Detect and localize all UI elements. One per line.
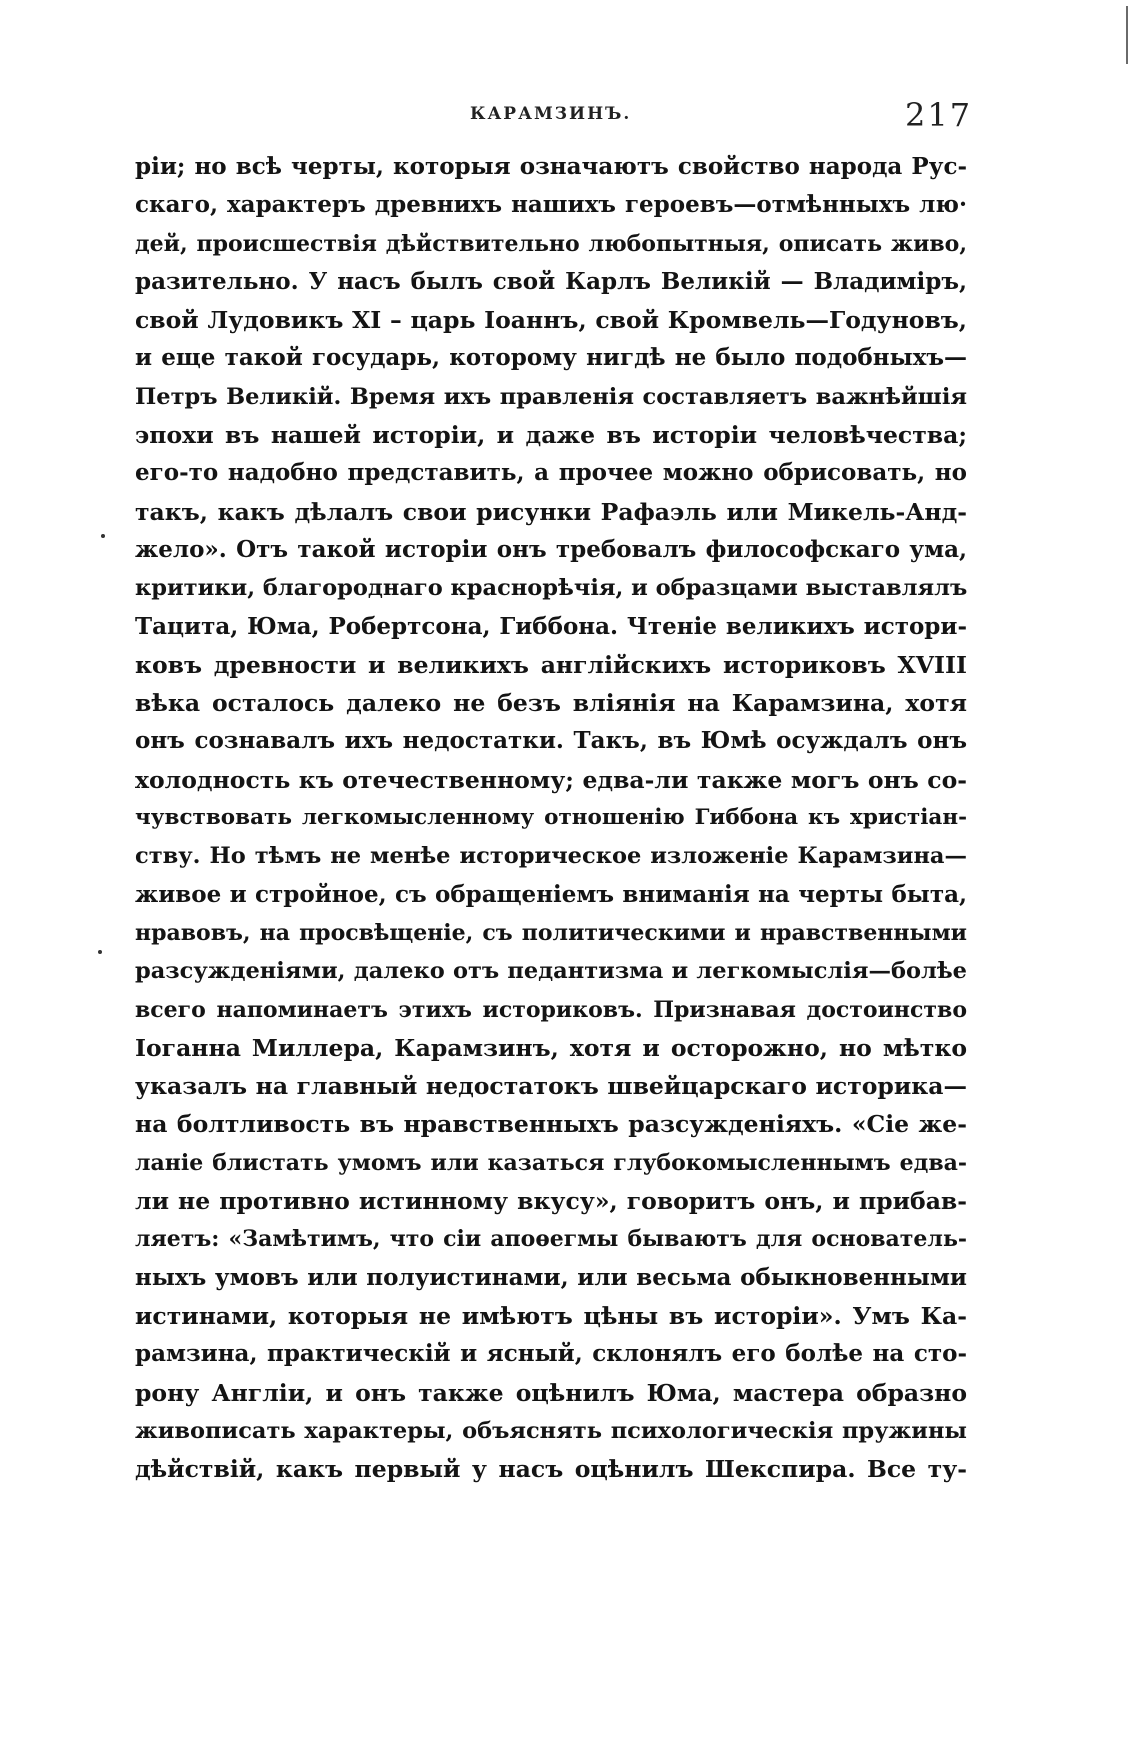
text-line: жело». Отъ такой исторіи онъ требовалъ философскаго ума, (135, 535, 967, 563)
text-line: ковъ древности и великихъ англійскихъ историковъ XVIII (135, 650, 967, 679)
text-line: дѣйствій, какъ первый у насъ оцѣнилъ Шекспира. Все ту- (135, 1455, 967, 1484)
text-line: вѣка осталось далеко не безъ вліянія на Карамзина, хотя (135, 689, 967, 718)
text-line: ляетъ: «Замѣтимъ, что сіи апоѳегмы бываютъ для основатель- (135, 1226, 967, 1253)
text-line: живое и стройное, съ обращеніемъ вниманія на черты быта, (135, 880, 967, 908)
text-line: рону Англіи, и онъ также оцѣнилъ Юма, мастера образно (135, 1378, 967, 1407)
body-text (135, 148, 967, 1488)
text-line: рамзина, практическій и ясный, склонялъ его болѣе на сто- (135, 1340, 967, 1368)
text-line: чувствовать легкомысленному отношенію Гиббона къ христіан- (135, 805, 967, 831)
running-head: КАРАМЗИНЪ. (470, 104, 632, 124)
text-line: такъ, какъ дѣлалъ свои рисунки Рафаэль или Микель-Анд- (135, 497, 967, 526)
ink-speck (98, 950, 102, 954)
text-line: холодность къ отечественному; едва-ли также могъ онъ со- (135, 765, 967, 794)
page-number: 217 (905, 96, 973, 134)
text-line: ныхъ умовъ или полуистинами, или весьма обыкновенными (135, 1263, 967, 1291)
text-line: скаго, характеръ древнихъ нашихъ героевъ—отмѣнныхъ лю· (135, 191, 967, 219)
text-line: эпохи въ нашей исторіи, и даже въ исторіи человѣчества; (135, 421, 967, 450)
text-line: разительно. У насъ былъ свой Карлъ Великій — Владиміръ, (135, 267, 967, 295)
text-line: Іоганна Миллера, Карамзинъ, хотя и осторожно, но мѣтко (135, 1033, 967, 1062)
text-line: на болтливость въ нравственныхъ разсужденіяхъ. «Сіе же- (135, 1110, 967, 1139)
text-line: и еще такой государь, которому нигдѣ не было подобныхъ— (135, 344, 967, 372)
text-line: живописать характеры, объяснять психологическія пружины (135, 1417, 967, 1444)
text-line: указалъ на главный недостатокъ швейцарскаго историка— (135, 1072, 967, 1101)
text-line: истинами, которыя не имѣютъ цѣны въ исторіи». Умъ Ка- (135, 1301, 967, 1330)
page-edge-line (1126, 6, 1128, 64)
text-line: онъ сознавалъ ихъ недостатки. Такъ, въ Юмѣ осуждалъ онъ (135, 727, 967, 755)
text-line: ріи; но всѣ черты, которыя означаютъ свойство народа Рус- (135, 153, 967, 180)
text-line: дей, происшествія дѣйствительно любопытныя, описать живо, (135, 230, 967, 257)
ink-speck (101, 534, 105, 538)
text-line: Тацита, Юма, Робертсона, Гиббона. Чтеніе великихъ истори- (135, 612, 967, 640)
text-line: ству. Но тѣмъ не менѣе историческое изложеніе Карамзина— (135, 843, 967, 870)
text-line: критики, благороднаго краснорѣчія, и образцами выставлялъ (135, 575, 968, 602)
text-line: всего напоминаетъ этихъ историковъ. Признавая достоинство (135, 996, 967, 1023)
text-line: разсужденіями, далеко отъ педантизма и легкомыслія—болѣе (135, 958, 967, 985)
text-line: ли не противно истинному вкусу», говоритъ онъ, и прибав- (135, 1187, 967, 1216)
text-line: свой Лудовикъ XI – царь Іоаннъ, свой Кромвель—Годуновъ, (135, 306, 967, 335)
text-line: нравовъ, на просвѣщеніе, съ политическими и нравственными (135, 919, 967, 946)
text-line: Петръ Великій. Время ихъ правленія составляетъ важнѣйшія (135, 383, 967, 410)
text-line: его-то надобно представить, а прочее можно обрисовать, но (135, 459, 967, 487)
text-line: ланіе блистать умомъ или казаться глубокомысленнымъ едва- (135, 1149, 967, 1176)
